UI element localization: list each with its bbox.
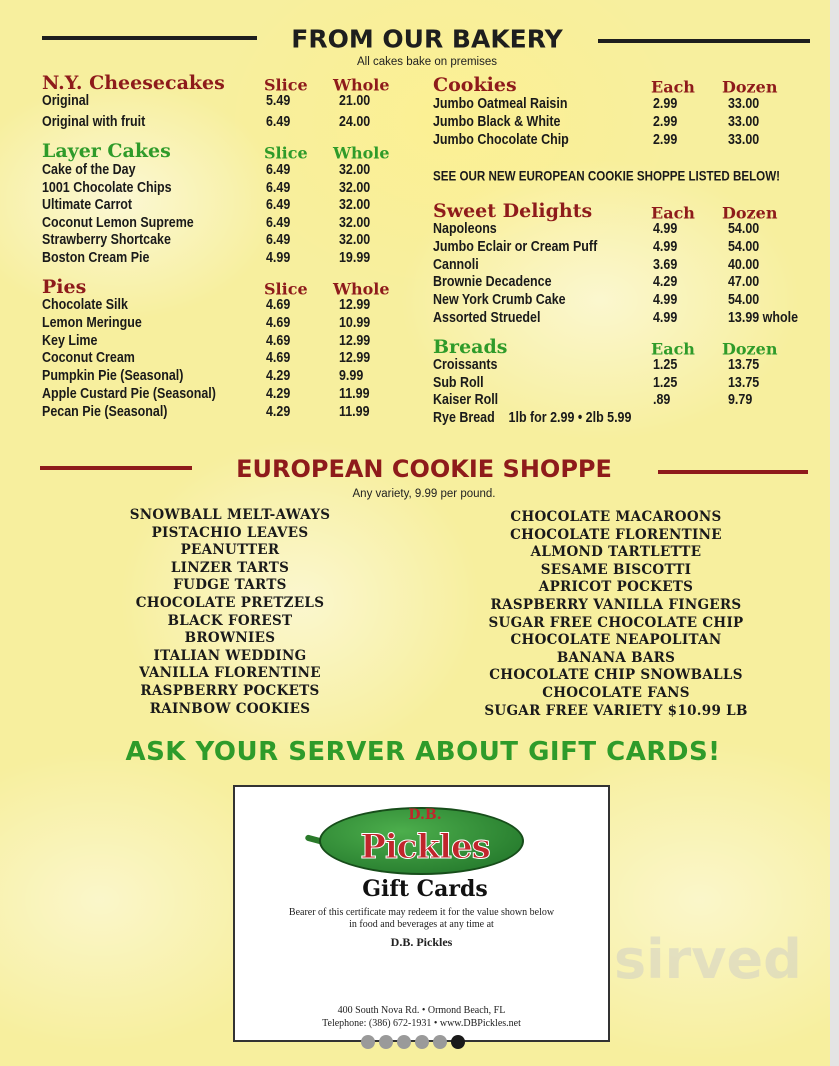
menu-item-name: New York Crumb Cake [433,292,566,309]
menu-item-name: Strawberry Shortcake [42,232,171,249]
menu-item-price: 19.99 [339,250,371,266]
menu-item-price: 4.69 [266,314,291,331]
menu-item-name: Cake of the Day [42,162,136,178]
side-scroll-strip [830,0,839,1066]
bakery-title: FROM OUR BAKERY [291,24,563,54]
cookie-variety: APRICOT POCKETS [538,579,694,596]
cookie-variety: ALMOND TARTLETTE [530,544,702,561]
column-header: Dozen [722,77,778,97]
cookie-variety: SESAME BISCOTTI [540,561,692,578]
cookie-variety: CHOCOLATE FANS [542,685,690,701]
divider [40,466,192,470]
menu-item-price: 6.49 [266,197,291,214]
logo-main: Pickles [360,827,490,867]
rye-bread: Rye Bread 1lb for 2.99 • 2lb 5.99 [433,410,632,426]
menu-item-price: 3.69 [653,256,678,273]
menu-item-price: 33.00 [728,96,760,112]
menu-item-name: Apple Custard Pie (Seasonal) [42,386,216,402]
column-header: Whole [333,143,390,163]
cookie-variety: RAINBOW COOKIES [149,700,311,717]
section-title: Layer Cakes [42,140,171,162]
column-header: Each [651,339,695,359]
menu-item-name: 1001 Chocolate Chips [42,179,172,196]
menu-item-name: Coconut Lemon Supreme [42,214,194,231]
menu-item-price: 33.00 [728,132,760,148]
menu-item-name: Jumbo Black & White [433,114,561,130]
divider [658,470,808,474]
menu-item-price: 54.00 [728,221,760,237]
section-title: Sweet Delights [433,200,593,222]
column-header: Whole [333,279,390,299]
menu-item-price: 4.99 [653,310,678,326]
menu-item-price: 13.99 whole [728,310,799,326]
menu-item-price: 10.99 [339,314,371,331]
menu-item-price: 32.00 [339,179,371,196]
cookie-variety: PISTACHIO LEAVES [151,524,309,541]
menu-item-price: 4.69 [266,332,291,349]
menu-item-name: Ultimate Carrot [42,197,133,214]
menu-item-price: 6.49 [266,162,291,178]
column-header: Each [651,77,695,97]
menu-item-name: Original with fruit [42,114,146,130]
card-phone: Telephone: (386) 672-1931 • www.DBPickles.net [322,1018,521,1029]
menu-item-price: 40.00 [728,256,760,273]
menu-item-name: Jumbo Oatmeal Raisin [433,96,568,112]
menu-item-name: Napoleons [433,221,497,237]
menu-item-price: 32.00 [339,197,371,214]
menu-item-price: 6.49 [266,114,291,130]
cookie-variety: BANANA BARS [556,649,676,666]
cookie-variety: CHOCOLATE NEAPOLITAN [510,632,722,649]
gift-card-image[interactable] [233,785,610,1042]
menu-item-price: 4.99 [653,292,678,309]
watermark: sirved [614,928,802,991]
menu-item-name: Brownie Decadence [433,274,552,291]
cookie-variety: VANILLA FLORENTINE [139,665,321,682]
menu-item-name: Key Lime [42,332,98,349]
menu-item-price: .89 [653,392,671,409]
menu-item-price: 54.00 [728,238,760,255]
cookie-variety: FUDGE TARTS [173,577,287,594]
column-header: Dozen [722,339,778,359]
menu-item-name: Lemon Meringue [42,314,142,331]
divider [598,39,810,43]
menu-item-name: Boston Cream Pie [42,250,150,266]
card-line2: in food and beverages at any time at [349,919,494,930]
menu-item-price: 1.25 [653,374,678,391]
menu-item-price: 4.99 [653,221,678,237]
menu-item-name: Sub Roll [433,374,484,391]
european-subtitle: Any variety, 9.99 per pound. [352,488,496,500]
logo-top: D.B. [408,807,442,823]
menu-item-name: Coconut Cream [42,350,135,367]
section-title: N.Y. Cheesecakes [42,72,225,94]
menu-item-price: 6.49 [266,214,291,231]
menu-item-price: 13.75 [728,374,760,391]
menu-item-name: Pumpkin Pie (Seasonal) [42,368,184,385]
menu-item-name: Chocolate Silk [42,297,128,313]
menu-item-price: 24.00 [339,114,371,130]
menu-item-price: 2.99 [653,96,678,112]
cookie-variety: ITALIAN WEDDING [153,647,307,664]
column-header: Slice [264,279,308,299]
menu-item-price: 54.00 [728,292,760,309]
carousel-dot[interactable] [379,1035,393,1049]
menu-item-price: 9.99 [339,368,364,385]
menu-item-price: 13.75 [728,357,760,373]
menu-item-price: 32.00 [339,162,371,178]
carousel-dot[interactable] [397,1035,411,1049]
cookie-variety: BROWNIES [184,630,276,647]
cookie-variety: RASPBERRY POCKETS [140,683,320,699]
section-title: Pies [42,276,87,298]
cookie-variety: BLACK FOREST [167,612,293,629]
column-header: Dozen [722,203,778,223]
bakery-subtitle: All cakes bake on premises [357,56,497,68]
menu-item-price: 47.00 [728,274,760,291]
menu-item-price: 21.00 [339,93,371,109]
gift-cards-heading: Gift Cards [362,876,488,902]
menu-item-price: 6.49 [266,232,291,249]
column-header: Each [651,203,695,223]
cookie-variety: PEANUTTER [180,542,280,559]
menu-item-price: 4.69 [266,297,291,313]
menu-item-price: 1.25 [653,357,678,373]
section-title: Breads [433,336,508,358]
menu-item-name: Croissants [433,357,498,373]
menu-item-price: 2.99 [653,132,678,148]
carousel-dot[interactable] [415,1035,429,1049]
cookie-variety: CHOCOLATE PRETZELS [135,595,325,611]
european-title: EUROPEAN COOKIE SHOPPE [236,455,612,483]
menu-item-price: 4.99 [266,250,291,266]
cookie-variety: SUGAR FREE VARIETY $10.99 LB [484,702,748,719]
gift-card-banner: ASK YOUR SERVER ABOUT GIFT CARDS! [125,737,721,767]
menu-item-price: 33.00 [728,114,760,130]
menu-item-price: 4.29 [266,403,291,420]
menu-item-name: Jumbo Chocolate Chip [433,132,569,148]
menu-item-price: 32.00 [339,232,371,249]
menu-item-price: 4.99 [653,238,678,255]
cookie-variety: LINZER TARTS [170,559,290,576]
carousel-dot[interactable] [361,1035,375,1049]
carousel-dots[interactable] [361,1035,465,1049]
menu-item-name: Original [42,93,90,109]
menu-item-price: 12.99 [339,350,371,367]
carousel-dot[interactable] [433,1035,447,1049]
card-line1: Bearer of this certificate may redeem it for the value shown below [288,907,555,918]
card-address: 400 South Nova Rd. • Ormond Beach, FL [337,1005,506,1016]
carousel-dot[interactable] [451,1035,465,1049]
menu-item-price: 12.99 [339,297,371,313]
cookie-variety: SUGAR FREE CHOCOLATE CHIP [488,614,744,631]
menu-item-name: Cannoli [433,256,479,273]
menu-item-name: Kaiser Roll [433,392,499,409]
column-header: Slice [264,143,308,163]
menu-item-price: 4.69 [266,350,291,367]
column-header: Whole [333,75,390,95]
menu-item-name: Assorted Struedel [433,310,541,326]
menu-item-price: 4.29 [266,368,291,385]
cookie-variety: CHOCOLATE FLORENTINE [510,526,722,543]
cookie-variety: RASPBERRY VANILLA FINGERS [490,597,742,613]
menu-item-price: 4.29 [653,274,678,291]
menu-item-price: 11.99 [339,386,370,402]
cookie-variety: CHOCOLATE MACAROONS [510,509,722,525]
menu-item-price: 12.99 [339,332,371,349]
section-title: Cookies [433,74,517,96]
menu-item-name: Pecan Pie (Seasonal) [42,403,168,420]
cookie-variety: SNOWBALL MELT-AWAYS [129,507,331,523]
cookie-notice: SEE OUR NEW EUROPEAN COOKIE SHOPPE LISTED BELOW! [433,168,781,184]
menu-item-price: 11.99 [339,403,370,420]
menu-item-price: 6.49 [266,179,291,196]
menu-item-price: 2.99 [653,114,678,130]
menu-item-price: 9.79 [728,392,753,409]
menu-item-price: 4.29 [266,386,291,402]
menu-item-price: 5.49 [266,93,291,109]
menu-item-name: Jumbo Eclair or Cream Puff [433,238,598,255]
column-header: Slice [264,75,308,95]
divider [42,36,257,40]
card-restaurant-name: D.B. Pickles [390,935,453,949]
menu-item-price: 32.00 [339,214,371,231]
cookie-variety: CHOCOLATE CHIP SNOWBALLS [489,667,743,684]
